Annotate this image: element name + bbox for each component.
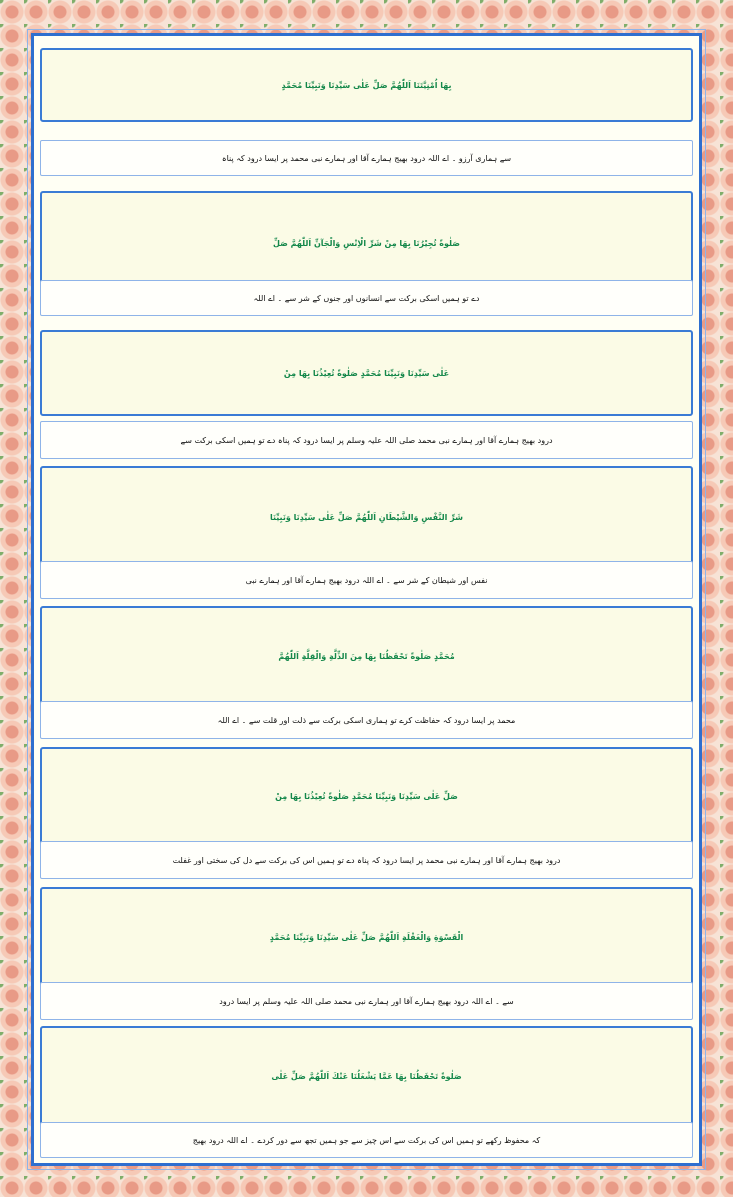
arabic-line-7: الْقَسْوَةِ وَالْغَفْلَةِ اَللّٰهُمَّ صَلِّ عَلٰى سَيِّدِنَا وَنَبِيِّنَا مُحَمَّدٍ [40, 887, 693, 987]
urdu-translation-2: دے تو ہمیں اسکی برکت سے انسانوں اور جنوں کے شر سے ۔ اے اللہ [40, 280, 693, 316]
urdu-translation-6: درود بھیج ہمارے آقا اور ہمارے نبی محمد پر ایسا درود کہ پناہ دے تو ہمیں اس کی برکت سے دل کی سختی اور غفلت [40, 841, 693, 879]
text-panel [31, 33, 702, 1166]
urdu-translation-1: سے ہماری آرزو ۔ اے اللہ درود بھیج ہمارے آقا اور ہمارے نبی محمد پر ایسا درود کہ پناہ [40, 140, 693, 176]
arabic-line-3: عَلٰى سَيِّدِنَا وَنَبِيِّنَا مُحَمَّدٍ صَلٰوةً تُعِيْذُنَا بِهَا مِنْ [40, 330, 693, 416]
arabic-line-1: بِهَا اُمْنِيَّتَنَا اَللّٰهُمَّ صَلِّ عَلٰى سَيِّدِنَا وَنَبِيِّنَا مُحَمَّدٍ [40, 48, 693, 122]
urdu-translation-8: کہ محفوظ رکھے تو ہمیں اس کی برکت سے اس چیز سے جو ہمیں تجھ سے دور کردے ۔ اے اللہ درود بھیج [40, 1122, 693, 1158]
arabic-line-8: صَلٰوةً تَحْفَظُنَا بِهَا عَمَّا يَشْغَلُنَا عَنْكَ اَللّٰهُمَّ صَلِّ عَلٰى [40, 1026, 693, 1126]
urdu-translation-7: سے ۔ اے اللہ درود بھیج ہمارے آقا اور ہمارے نبی محمد صلی اللہ علیہ وسلم پر ایسا درود [40, 982, 693, 1020]
urdu-translation-3: درود بھیج ہمارے آقا اور ہمارے نبی محمد صلی اللہ علیہ وسلم پر ایسا درود کہ پناہ دے تو ہمیں اسکی برکت سے [40, 421, 693, 459]
arabic-line-2: صَلٰوةً تُجِيْرُنَا بِهَا مِنْ شَرِّ الْاِنْسِ وَالْجَآنِّ اَللّٰهُمَّ صَلِّ [40, 191, 693, 296]
urdu-translation-4: نفس اور شیطان کے شر سے ۔ اے اللہ درود بھیج ہمارے آقا اور ہمارے نبی [40, 561, 693, 599]
arabic-line-6: صَلِّ عَلٰى سَيِّدِنَا وَنَبِيِّنَا مُحَمَّدٍ صَلٰوةً تُعِيْذُنَا بِهَا مِنْ [40, 747, 693, 845]
arabic-line-4: شَرِّ النَّفْسِ وَالشَّيْطَانِ اَللّٰهُمَّ صَلِّ عَلٰى سَيِّدِنَا وَنَبِيِّنَا [40, 466, 693, 568]
arabic-line-5: مُحَمَّدٍ صَلٰوةً تَحْفَظُنَا بِهَا مِنَ الذِّلَّةِ وَالْقِلَّةِ اَللّٰهُمَّ [40, 606, 693, 706]
urdu-translation-5: محمد پر ایسا درود کہ حفاظت کرے تو ہماری اسکی برکت سے ذلت اور قلت سے ۔ اے اللہ [40, 701, 693, 739]
